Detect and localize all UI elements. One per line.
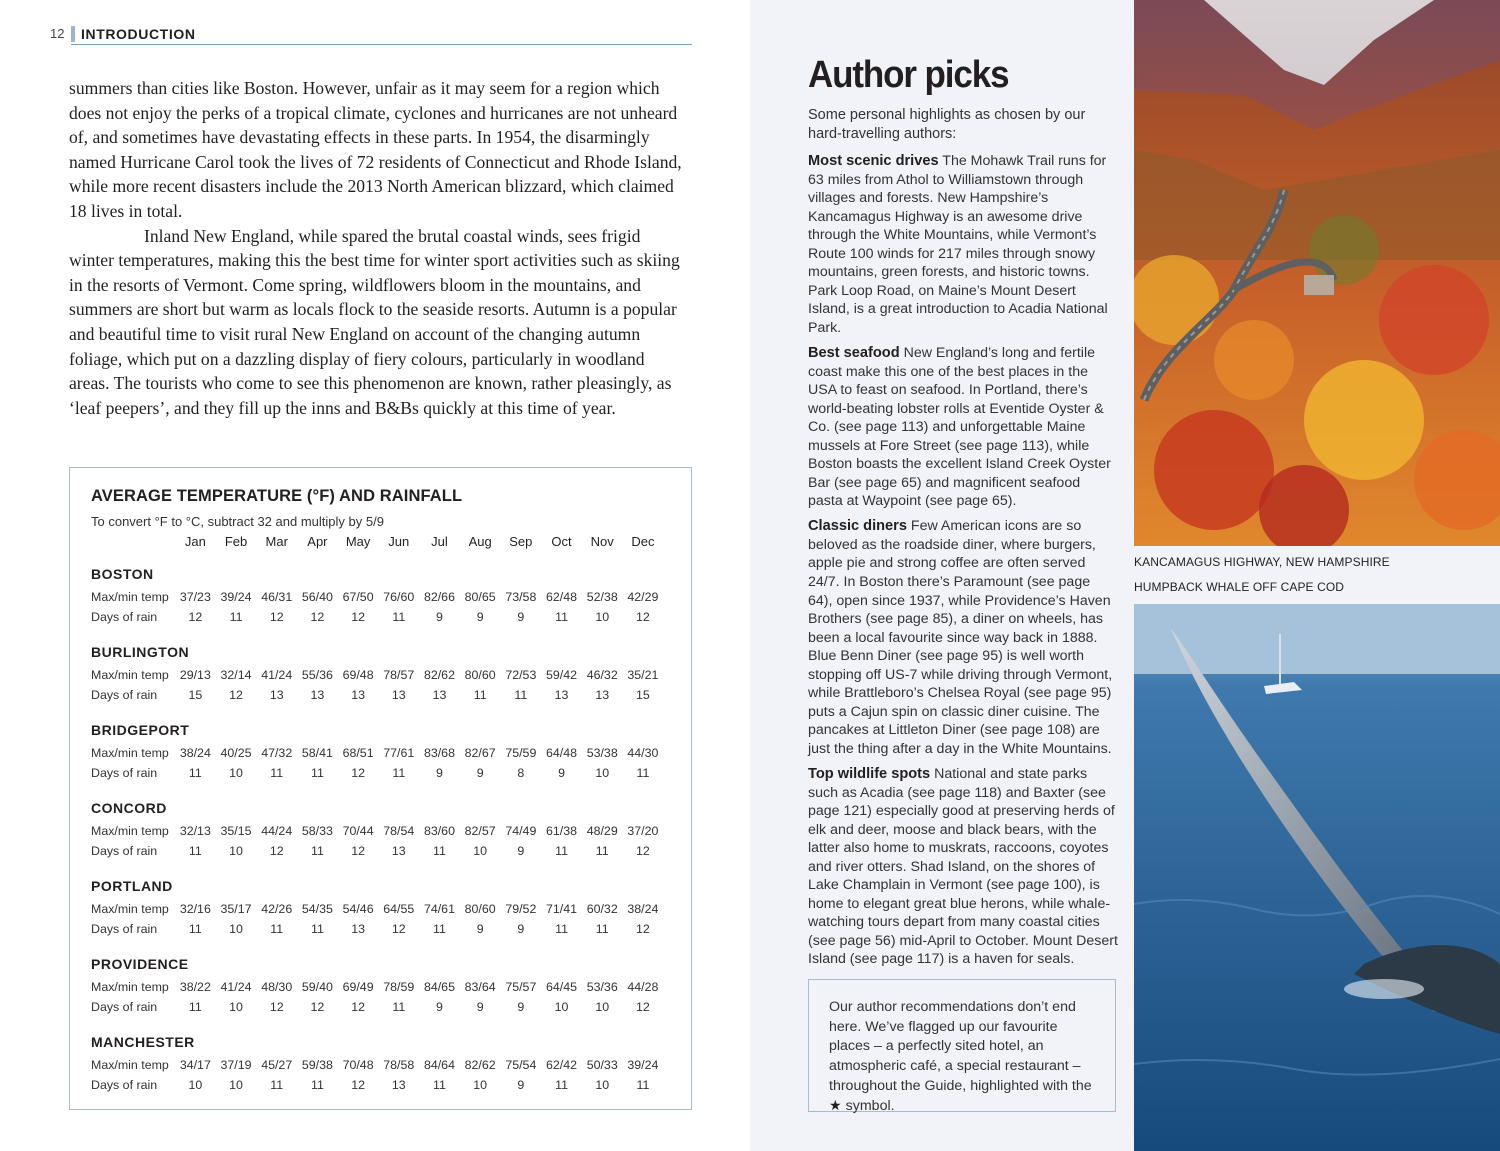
table-cell: 45/27 (261, 1058, 293, 1072)
table-cell: 13 (595, 688, 610, 702)
table-cell: 55/36 (301, 668, 333, 682)
row-values (175, 590, 675, 604)
table-cell: 11 (433, 922, 446, 936)
table-cell: 10 (595, 610, 610, 624)
city-name: BOSTON (91, 566, 154, 582)
body-paragraph: Inland New England, while spared the brutal coastal winds, sees frigid winter temperatures, making this the best time for winter sport activities such as skiing in the resorts of Vermont. Come spring, wildflowers bloom in the mountains, and summers are short but warm as locals flock to the seaside resorts. Autumn is a popular and beautiful time to visit rural New England on account of the changing autumn foliage, which put on a dazzling display of fiery colours, particularly in woodland areas. The tourists who come to see this phenomenon are known, rather pleasingly, as ‘leaf peepers’, and they fill up the inns and B&Bs quickly at this time of year. (69, 225, 680, 418)
table-cell: 15 (188, 688, 203, 702)
row-values (175, 766, 675, 780)
table-cell: 44/30 (627, 746, 659, 760)
table-cell: 9 (517, 610, 525, 624)
table-cell: 78/54 (383, 824, 415, 838)
table-cell: 12 (636, 610, 650, 624)
table-cell: 13 (351, 922, 365, 936)
month-label: May (345, 534, 371, 549)
section-label: INTRODUCTION (81, 26, 196, 42)
month-label: Jul (431, 534, 448, 549)
month-label: Sep (509, 534, 533, 549)
table-cell: 83/64 (464, 980, 496, 994)
pick-text: National and state parks such as Acadia (see page 118) and Baxter (see page 121) especially good at preserving herds of elk and deer, moose and black bears, with the latter also home to muskrats, raccoons, coyotes and river otters. Shad Island, on the shores of Lake Champlain in Vermont (see page 100), is home to elegant great blue herons, while whale-watching tours depart from many coastal cities (see page 56) mid-April to October. Mount Desert Island (see page 117) is a haven for seals. (808, 766, 1118, 968)
tip-text-start: Our author recommendations don’t end here. We’ve flagged up our favourite places – a perfectly sited hotel, an atmospheric café, a special restaurant – throughout the Guide, highlighted with the (829, 999, 1092, 1094)
star-icon: ★ (829, 1097, 842, 1114)
table-cell: 13 (391, 688, 406, 702)
table-cell: 12 (310, 1000, 325, 1014)
city-name: MANCHESTER (91, 1034, 195, 1050)
table-cell: 11 (555, 610, 568, 624)
table-cell: 38/22 (179, 980, 211, 994)
month-label: Apr (307, 534, 328, 549)
table-cell: 48/29 (586, 824, 618, 838)
table-cell: 67/50 (342, 590, 374, 604)
table-cell: 11 (310, 766, 324, 780)
body-text (69, 76, 689, 420)
table-cell: 9 (517, 1078, 525, 1092)
row-label: Days of rain (91, 922, 158, 936)
month-label: Mar (265, 534, 288, 549)
table-cell: 74/61 (423, 902, 455, 916)
table-cell: 39/24 (627, 1058, 659, 1072)
table-cell: 12 (391, 922, 406, 936)
city-name: PORTLAND (91, 878, 173, 894)
table-cell: 11 (270, 1078, 284, 1092)
table-cell: 10 (229, 844, 243, 858)
row-label: Days of rain (91, 766, 158, 780)
table-cell: 9 (436, 610, 443, 624)
table-cell: 35/17 (220, 902, 252, 916)
row-label: Max/min temp (91, 902, 169, 916)
body-paragraph: summers than cities like Boston. However, unfair as it may seem for a region which does not enjoy the perks of a tropical climate, cyclones and hurricanes are not unheard of, and sometimes have devastating effects in these parts. In 1954, the disarmingly named Hurricane Carol took the lives of 72 residents of Connecticut and Rhode Island, while more recent disasters include the 2013 North American blizzard, which claimed 18 lives in total. (69, 78, 682, 221)
table-cell: 48/30 (261, 980, 293, 994)
table-cell: 9 (436, 1000, 443, 1014)
table-cell: 83/68 (423, 746, 455, 760)
table-cell: 11 (595, 922, 609, 936)
table-cell: 12 (229, 688, 243, 702)
rain-row (91, 844, 681, 861)
table-cell: 13 (554, 688, 569, 702)
table-cell: 11 (310, 844, 324, 858)
month-label: Dec (631, 534, 655, 549)
table-cell: 38/24 (179, 746, 211, 760)
table-cell: 10 (229, 1078, 243, 1092)
city-name: BURLINGTON (91, 644, 190, 660)
temp-row (91, 824, 681, 841)
table-cell: 62/42 (546, 1058, 578, 1072)
table-cell: 37/19 (220, 1058, 252, 1072)
table-cell: 11 (229, 610, 243, 624)
table-cell: 12 (269, 1000, 284, 1014)
table-cell: 13 (391, 1078, 406, 1092)
table-cell: 82/62 (423, 668, 455, 682)
table-cell: 12 (351, 766, 365, 780)
table-cell: 11 (188, 1000, 202, 1014)
table-cell: 11 (188, 922, 202, 936)
table-cell: 12 (351, 844, 365, 858)
row-label: Days of rain (91, 844, 158, 858)
table-cell: 83/60 (423, 824, 455, 838)
table-cell: 12 (188, 610, 203, 624)
author-tip-box (808, 979, 1116, 1112)
header-accent-bar (71, 26, 75, 42)
tip-text-end: symbol. (841, 1097, 895, 1114)
kancamagus-highway-photo (1134, 0, 1500, 546)
table-cell: 11 (270, 922, 284, 936)
table-cell: 59/38 (301, 1058, 333, 1072)
table-cell: 12 (351, 1078, 365, 1092)
table-cell: 64/45 (546, 980, 578, 994)
table-cell: 68/51 (342, 746, 374, 760)
rain-row (91, 1078, 681, 1095)
row-values (175, 746, 675, 760)
table-cell: 12 (636, 1000, 650, 1014)
climate-table-title: AVERAGE TEMPERATURE (°F) AND RAINFALL (91, 487, 463, 505)
month-label: Jan (184, 534, 206, 549)
table-cell: 35/15 (220, 824, 252, 838)
pick-heading: Top wildlife spots (808, 766, 931, 782)
month-label: Aug (468, 534, 492, 549)
temp-row (91, 668, 681, 685)
table-cell: 13 (391, 844, 406, 858)
table-cell: 12 (269, 844, 284, 858)
table-cell: 11 (433, 1078, 446, 1092)
table-cell: 82/67 (464, 746, 496, 760)
table-cell: 11 (514, 688, 528, 702)
table-cell: 53/36 (586, 980, 618, 994)
table-cell: 9 (476, 922, 484, 936)
table-cell: 15 (636, 688, 650, 702)
table-cell: 11 (188, 766, 202, 780)
table-cell: 56/40 (301, 590, 333, 604)
table-cell: 54/35 (301, 902, 333, 916)
table-cell: 69/49 (342, 980, 374, 994)
table-cell: 82/62 (464, 1058, 496, 1072)
table-cell: 71/41 (546, 902, 578, 916)
table-cell: 13 (310, 688, 325, 702)
author-picks-list (808, 152, 1118, 976)
row-values (175, 824, 675, 838)
table-cell: 11 (555, 922, 568, 936)
table-cell: 11 (595, 844, 609, 858)
row-values (175, 902, 675, 916)
row-label: Days of rain (91, 1078, 158, 1092)
table-cell: 11 (310, 1078, 324, 1092)
city-name: BRIDGEPORT (91, 722, 190, 738)
row-values (175, 922, 675, 936)
row-label: Max/min temp (91, 590, 169, 604)
right-page (750, 0, 1500, 1151)
row-label: Days of rain (91, 688, 158, 702)
table-cell: 75/54 (505, 1058, 537, 1072)
table-cell: 64/48 (546, 746, 578, 760)
header-rule (71, 44, 692, 45)
table-cell: 73/58 (505, 590, 537, 604)
humpback-whale-photo (1134, 604, 1500, 1151)
author-picks-intro: Some personal highlights as chosen by our hard-travelling authors: (808, 107, 1086, 142)
temp-row (91, 1058, 681, 1075)
month-header-row (175, 533, 665, 549)
table-cell: 9 (476, 766, 484, 780)
month-label: Nov (590, 534, 614, 549)
table-cell: 9 (517, 1000, 525, 1014)
row-label: Max/min temp (91, 980, 169, 994)
table-cell: 59/42 (546, 668, 578, 682)
temp-row (91, 902, 681, 919)
table-cell: 11 (433, 844, 446, 858)
pick-text: Few American icons are so beloved as the roadside diner, where burgers, apple pie and strong coffee are often served 24/7. In Boston there’s Paramount (see page 64), open since 1937, while Providence’s Haven Brothers (see page 85), a diner on wheels, has been a local favourite since way back in 1888. Blue Benn Diner (see page 95) is well worth stopping off US-7 while driving through Vermont, while Brattleboro’s Chelsea Royal (see page 95) puts a Cajun spin on classic diner cuisine. The pancakes at Littleton Diner (see page 108) are just the thing after a day in the White Mountains. (808, 518, 1113, 757)
table-cell: 11 (392, 610, 406, 624)
table-cell: 79/52 (505, 902, 537, 916)
table-cell: 32/16 (179, 902, 211, 916)
table-cell: 37/20 (627, 824, 659, 838)
table-cell: 78/59 (383, 980, 415, 994)
table-cell: 9 (476, 610, 484, 624)
table-cell: 11 (392, 1000, 406, 1014)
table-cell: 78/58 (383, 1058, 415, 1072)
row-label: Max/min temp (91, 668, 169, 682)
temp-row (91, 746, 681, 763)
table-cell: 61/38 (546, 824, 578, 838)
table-cell: 13 (432, 688, 447, 702)
table-cell: 58/41 (301, 746, 333, 760)
table-cell: 11 (555, 844, 568, 858)
month-label: Oct (551, 534, 572, 549)
table-cell: 50/33 (586, 1058, 618, 1072)
month-label: Feb (224, 534, 248, 549)
table-cell: 75/57 (505, 980, 537, 994)
row-label: Max/min temp (91, 824, 169, 838)
table-cell: 11 (392, 766, 406, 780)
row-label: Days of rain (91, 610, 158, 624)
table-cell: 10 (595, 1000, 610, 1014)
rain-row (91, 922, 681, 939)
table-cell: 84/65 (423, 980, 455, 994)
table-cell: 54/46 (342, 902, 374, 916)
table-cell: 47/32 (261, 746, 293, 760)
table-cell: 78/57 (383, 668, 415, 682)
temp-row (91, 590, 681, 607)
table-cell: 11 (473, 688, 487, 702)
table-cell: 29/13 (179, 668, 211, 682)
table-cell: 10 (229, 1000, 243, 1014)
table-cell: 10 (595, 1078, 610, 1092)
table-cell: 82/57 (464, 824, 496, 838)
author-tip-text (829, 998, 1101, 1116)
table-cell: 11 (636, 766, 650, 780)
row-values (175, 688, 675, 702)
row-values (175, 1078, 675, 1092)
pick-text: New England’s long and fertile coast make this one of the best places in the USA to feast on seafood. In Portland, there’s world-beating lobster rolls at Eventide Oyster & Co. (see page 113) and unforgettable Maine mussels at Fore Street (see page 113), while Boston boasts the excellent Island Creek Oyster Bar (see page 65) and magnificent seafood pasta at Waypoint (see page 65). (808, 344, 1111, 510)
table-cell: 42/26 (261, 902, 293, 916)
table-cell: 40/25 (220, 746, 252, 760)
pick-heading: Classic diners (808, 518, 907, 535)
table-cell: 52/38 (586, 590, 618, 604)
row-values (175, 668, 675, 682)
table-cell: 11 (310, 922, 324, 936)
table-cell: 10 (473, 844, 488, 858)
table-cell: 70/48 (342, 1058, 374, 1072)
climate-table-box (69, 467, 692, 1110)
table-cell: 84/64 (423, 1058, 455, 1072)
table-cell: 62/48 (546, 590, 578, 604)
table-cell: 76/60 (383, 590, 415, 604)
table-cell: 13 (351, 688, 365, 702)
table-cell: 60/32 (586, 902, 618, 916)
row-values (175, 610, 675, 624)
table-cell: 77/61 (383, 746, 415, 760)
table-cell: 41/24 (261, 668, 293, 682)
row-values (175, 844, 675, 858)
author-picks-title: Author picks (808, 54, 1009, 96)
table-cell: 74/49 (505, 824, 537, 838)
table-cell: 9 (517, 922, 525, 936)
table-cell: 37/23 (179, 590, 211, 604)
pick-item (808, 152, 1118, 337)
row-label: Days of rain (91, 1000, 158, 1014)
table-cell: 53/38 (586, 746, 618, 760)
table-cell: 9 (476, 1000, 484, 1014)
table-cell: 10 (473, 1078, 488, 1092)
table-cell: 9 (558, 766, 565, 780)
table-cell: 12 (310, 610, 325, 624)
table-cell: 70/44 (342, 824, 374, 838)
table-cell: 34/17 (179, 1058, 211, 1072)
table-cell: 12 (351, 610, 365, 624)
table-cell: 80/60 (464, 668, 496, 682)
page-header (50, 26, 692, 46)
table-cell: 58/33 (301, 824, 333, 838)
rain-row (91, 688, 681, 705)
table-cell: 10 (229, 766, 243, 780)
pick-item (808, 765, 1118, 969)
table-cell: 10 (554, 1000, 569, 1014)
table-cell: 46/31 (261, 590, 293, 604)
row-label: Max/min temp (91, 1058, 169, 1072)
table-cell: 42/29 (627, 590, 659, 604)
table-cell: 9 (517, 844, 525, 858)
table-cell: 10 (188, 1078, 203, 1092)
table-cell: 11 (188, 844, 202, 858)
pick-heading: Best seafood (808, 344, 900, 361)
row-values (175, 980, 675, 994)
table-cell: 32/13 (179, 824, 211, 838)
table-cell: 10 (595, 766, 610, 780)
row-label: Max/min temp (91, 746, 169, 760)
table-cell: 44/28 (627, 980, 659, 994)
table-cell: 59/40 (301, 980, 333, 994)
rain-row (91, 1000, 681, 1017)
table-cell: 72/53 (505, 668, 537, 682)
photo2-caption: HUMPBACK WHALE OFF CAPE COD (1134, 580, 1345, 594)
table-cell: 32/14 (220, 668, 252, 682)
rain-row (91, 766, 681, 783)
pick-heading: Most scenic drives (808, 153, 939, 169)
table-cell: 82/66 (423, 590, 455, 604)
table-cell: 13 (269, 688, 284, 702)
photo1-caption: KANCAMAGUS HIGHWAY, NEW HAMPSHIRE (1134, 555, 1390, 569)
table-cell: 46/32 (586, 668, 618, 682)
city-name: PROVIDENCE (91, 956, 189, 972)
table-cell: 69/48 (342, 668, 374, 682)
table-cell: 12 (351, 1000, 365, 1014)
table-cell: 12 (269, 610, 284, 624)
table-cell: 10 (229, 922, 243, 936)
city-name: CONCORD (91, 800, 167, 816)
table-cell: 11 (555, 1078, 568, 1092)
pick-item (808, 517, 1118, 758)
table-cell: 41/24 (220, 980, 252, 994)
table-cell: 11 (636, 1078, 650, 1092)
table-cell: 12 (636, 922, 650, 936)
table-cell: 39/24 (220, 590, 252, 604)
table-cell: 11 (270, 766, 284, 780)
rain-row (91, 610, 681, 627)
row-values (175, 1058, 675, 1072)
table-cell: 80/60 (464, 902, 496, 916)
row-values (175, 1000, 675, 1014)
table-cell: 8 (517, 766, 525, 780)
climate-table-subtitle: To convert °F to °C, subtract 32 and multiply by 5/9 (91, 514, 384, 529)
month-label: Jun (388, 534, 410, 549)
table-cell: 12 (636, 844, 650, 858)
table-cell: 38/24 (627, 902, 659, 916)
pick-item (808, 344, 1118, 511)
pick-text: The Mohawk Trail runs for 63 miles from Athol to Williamstown through villages and forests. New Hampshire’s Kancamagus Highway is an awesome drive through the White Mountains, while Vermont’s Route 100 winds for 217 miles through snowy mountains, green forests, and historic towns. Park Loop Road, on Maine’s Mount Desert Island, is a great introduction to Acadia National Park. (808, 153, 1108, 336)
table-cell: 9 (436, 766, 443, 780)
table-cell: 44/24 (261, 824, 293, 838)
page-number: 12 (50, 26, 65, 41)
table-cell: 80/65 (464, 590, 496, 604)
table-cell: 75/59 (505, 746, 537, 760)
table-cell: 35/21 (627, 668, 659, 682)
temp-row (91, 980, 681, 997)
table-cell: 64/55 (383, 902, 415, 916)
